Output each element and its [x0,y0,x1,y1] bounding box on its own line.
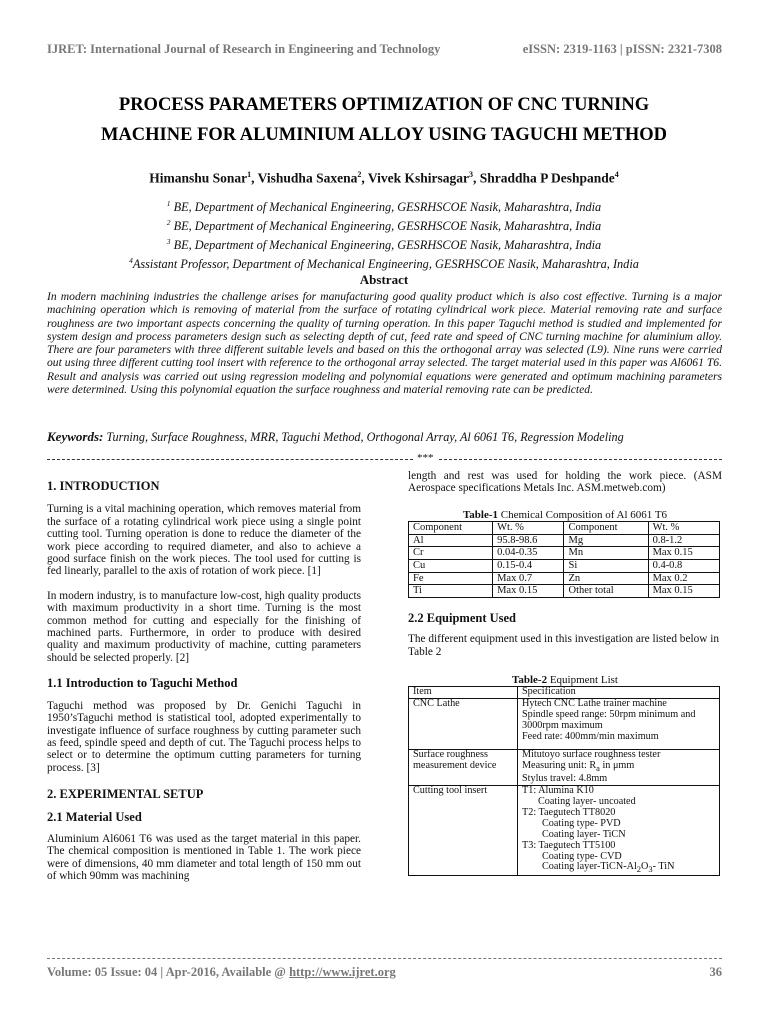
keywords-label: Keywords: [47,429,104,444]
paragraph: length and rest was used for holding the work piece. (ASM Aerospace specifications Metals Inc. ASM.metweb.com) [408,470,722,495]
affiliation: $^4$Assistant Professor, Department of Mechanical Engineering, GESRHSCOE Nasik, Maharashtra, India [129,256,639,272]
equipment-table [408,686,720,876]
table-row: Cutting tool insert T1: Alumina K10 Coating layer- uncoated T2: Taegutech TT8020 Coating type- PVD Coating layer- TiCN T3: Taegutech TT5100 Coating type- CVD Coating layer-$TiCN-Al_2O_3-$ TiN [409,786,720,876]
author: Shraddha P Deshpande [479,170,615,186]
table-row: Al 95.8-98.6 Mg 0.8-1.2 [409,534,720,547]
paragraph: The different equipment used in this investigation are listed below in Table 2 [408,633,720,658]
table-row: Surface roughness measurement device Mitutoyo surface roughness tester Measuring unit: $R_a$ in μmm Stylus travel: 4.8mm [409,750,720,786]
paragraph: Aluminium Al6061 T6 was used as the target material in this paper. The chemical composition is mentioned in Table 1. The work piece were of dimensions, 40 mm diameter and total length of 150 mm out of which 90mm was machining [47,832,361,883]
paragraph: Turning is a vital machining operation, which removes material from the surface of a rotating cylindrical work piece using a single point cutting tool. Turning operation is done to reduce the diameter of the work piece according to required diameter, and also to achieve a good surface finish on the work pieces. The tool used for cutting is fed linearly, parallel to the axis of rotation of work piece. [1] [47,503,361,578]
footer-volume: Volume: 05 Issue: 04 | Apr-2016, Available @ [47,965,290,979]
paragraph: Taguchi method was proposed by Dr. Genichi Taguchi in 1950’sTaguchi method is statistical tool, adopted experimentally to investigate influence of surface roughness by cutting parameter such as feed, spindle speed and depth of cut. The Taguchi process helps to select or to determine the optimum cutting parameters for turning process. [3] [47,699,361,774]
section-heading: 1.1 Introduction to Taguchi Method [47,676,238,691]
affiliation: $^2$ BE, Department of Mechanical Engineering, GESRHSCOE Nasik, Maharashtra, India [166,218,602,234]
abstract-heading: Abstract [359,272,409,287]
author: Vishudha Saxena [257,170,358,186]
journal-link[interactable]: http://www.ijret.org [289,965,396,979]
section-heading: 2.2 Equipment Used [408,610,517,625]
table-header-row: Component Wt. % Component Wt. % [409,522,720,535]
section-heading: 2. EXPERIMENTAL SETUP [47,787,204,802]
author-list: Himanshu Sonar$^1$, Vishudha Saxena$^2$, Vivek Kshirsagar$^3$, Shraddha P Deshpande$^4$ [149,170,619,186]
table-row: Fe Max 0.7 Zn Max 0.2 [409,572,720,585]
table-row: CNC Lathe Hytech CNC Lathe trainer machine Spindle speed range: 50rpm minimum and 3000rpm maximum Feed rate: 400mm/min maximum [409,699,720,750]
table-caption: Table-2 Equipment List [512,674,618,686]
affiliation: $^3$ BE, Department of Mechanical Engineering, GESRHSCOE Nasik, Maharashtra, India [166,237,602,253]
table-caption: Table-1 Chemical Composition of Al 6061 T6 [462,508,668,521]
abstract-text: In modern machining industries the challenge arises for manufacturing good quality product which is also cost effective. Turning is a major machining operation which is removing of material from the surface of rotating cylindrical work piece. Material removing rate and surface roughness are two important aspects concerning the quality of turning operation. In this paper Taguchi method is studied and implemented for system design and process parameters design such as selecting depth of cut, feed rate and speed of CNC turning machine for aluminium alloy. There are four parameters with three different suitable levels and based on this the orthogonal array was selected (L9). Nine runs were carried out using three different cutting tool insert with reference to the orthogonal array selected. The target material used in this paper was Al6061 T6. Result and analysis was carried out using regression modeling and polynomial equations were generated and optimum machining parameters were determined. Using this polynomial equation the surface roughness and material removing rate can be predicted. [47,290,722,397]
separator-stars: *** [417,452,434,464]
paragraph: In modern industry, is to manufacture low-cost, high quality products with maximum productivity in a short time. Turning is the most common method for cutting and especially for the finishing of machined parts. Furthermore, in order to produce with desired quality and maximum productivity of machine, cutting parameters should be selected properly. [2] [47,589,361,664]
footer-rule [47,958,722,959]
table-header-row: Item Specification [409,687,720,699]
page-footer [47,965,722,980]
page-number: 36 [709,965,722,979]
affiliations [40,196,728,272]
separator-line-right [439,459,722,460]
table-row: Ti Max 0.15 Other total Max 0.15 [409,585,720,598]
paper-title: PROCESS PARAMETERS OPTIMIZATION OF CNC TURNING MACHINE FOR ALUMINIUM ALLOY USING TAGUCHI METHOD [100,95,667,145]
section-separator [47,452,722,466]
author: Vivek Kshirsagar [367,170,469,186]
section-heading: 1. INTRODUCTION [47,479,160,493]
issn: eISSN: 2319-1163 | pISSN: 2321-7308 [522,42,722,56]
journal-name: IJRET: International Journal of Research in Engineering and Technology [47,42,441,56]
table-row: Cu 0.15-0.4 Si 0.4-0.8 [409,560,720,573]
right-column [408,470,722,876]
author: Himanshu Sonar [149,170,248,186]
keywords-text: Turning, Surface Roughness, MRR, Taguchi Method, Orthogonal Array, Al 6061 T6, Regression Modeling [106,430,624,444]
separator-line-left [47,459,413,460]
table-row: Cr 0.04-0.35 Mn Max 0.15 [409,547,720,560]
left-column [47,480,361,883]
section-heading: 2.1 Material Used [47,809,142,824]
chemical-composition-table [408,521,720,598]
keywords [47,429,722,445]
affiliation: $^1$ BE, Department of Mechanical Engineering, GESRHSCOE Nasik, Maharashtra, India [166,199,602,215]
